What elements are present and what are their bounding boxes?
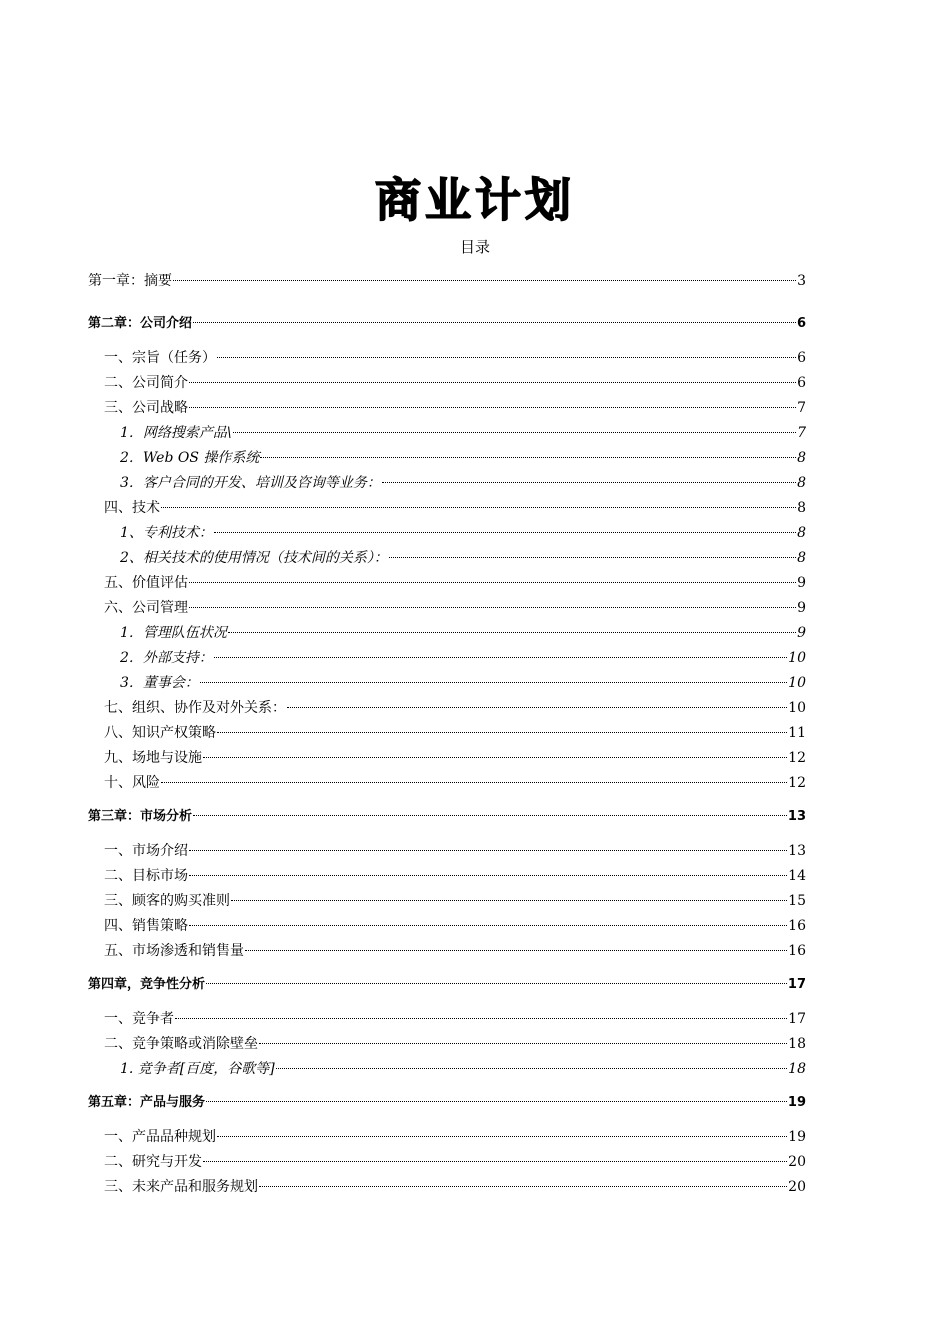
toc-entry-label: 一、竞争者: [104, 1011, 174, 1027]
toc-dot-leader: [189, 850, 787, 851]
toc-dot-leader: [193, 322, 796, 323]
toc-entry[interactable]: [88, 622, 806, 644]
toc-entry-label: 2、相关技术的使用情况（技术间的关系）：: [120, 550, 388, 566]
toc-entry-label: 五、价值评估: [104, 575, 188, 591]
toc-entry-label: 五、市场渗透和销售量: [104, 943, 244, 959]
toc-entry[interactable]: [88, 940, 806, 962]
toc-entry-label: 六、公司管理: [104, 600, 188, 616]
document-title: 商业计划: [375, 173, 575, 227]
toc-dot-leader: [173, 280, 796, 281]
toc-page-number: 10: [788, 700, 806, 716]
toc-dot-leader: [206, 983, 787, 984]
toc-entry[interactable]: [88, 313, 806, 335]
toc-dot-leader: [193, 815, 787, 816]
toc-dot-leader: [217, 1136, 787, 1137]
toc-page-number: 20: [788, 1179, 806, 1195]
toc-page-number: 12: [788, 750, 806, 766]
toc-entry[interactable]: [88, 1126, 806, 1148]
toc-dot-leader: [276, 1068, 787, 1069]
toc-page-number: 8: [797, 450, 806, 466]
toc-entry[interactable]: [88, 1058, 806, 1080]
toc-dot-leader: [203, 757, 787, 758]
toc-entry-label: 3．客户合同的开发、培训及咨询等业务：: [120, 475, 381, 491]
toc-page-number: 10: [788, 675, 806, 691]
toc-dot-leader: [231, 900, 787, 901]
toc-page-number: 6: [796, 316, 806, 331]
toc-page-number: 10: [788, 650, 806, 666]
toc-entry-label: 七、组织、协作及对外关系：: [104, 700, 286, 716]
toc-dot-leader: [214, 532, 796, 533]
toc-entry-label: 第四章，竞争性分析: [88, 977, 206, 992]
toc-page-number: 9: [797, 625, 806, 641]
toc-dot-leader: [206, 1101, 787, 1102]
toc-entry-label: 1. 竞争者[百度，谷歌等]: [120, 1061, 275, 1077]
toc-entry[interactable]: [88, 747, 806, 769]
toc-entry[interactable]: [88, 915, 806, 937]
toc-dot-leader: [217, 732, 787, 733]
toc-entry[interactable]: [88, 1176, 806, 1198]
toc-page-number: 17: [788, 1011, 806, 1027]
toc-page-number: 8: [797, 475, 806, 491]
toc-page-number: 12: [788, 775, 806, 791]
toc-page-number: 18: [788, 1061, 806, 1077]
toc-page-number: 13: [788, 843, 806, 859]
toc-page-number: 7: [797, 425, 806, 441]
toc-entry-label: 二、目标市场: [104, 868, 188, 884]
toc-page-number: 13: [787, 809, 806, 824]
toc-page-number: 11: [788, 725, 806, 741]
toc-page-number: 7: [797, 400, 806, 416]
toc-dot-leader: [175, 1018, 787, 1019]
toc-entry-label: 十、风险: [104, 775, 160, 791]
toc-dot-leader: [189, 607, 796, 608]
toc-entry-label: 二、公司简介: [104, 375, 188, 391]
toc-dot-leader: [214, 657, 787, 658]
toc-entry[interactable]: [88, 647, 806, 669]
toc-entry[interactable]: [88, 697, 806, 719]
toc-entry[interactable]: [88, 840, 806, 862]
toc-page-number: 8: [797, 500, 806, 516]
toc-dot-leader: [260, 457, 796, 458]
toc-page-number: 16: [788, 943, 806, 959]
toc-dot-leader: [228, 632, 796, 633]
toc-dot-leader: [189, 925, 787, 926]
toc-entry-label: 1．管理队伍状况: [120, 625, 227, 641]
toc-entry[interactable]: [88, 472, 806, 494]
toc-dot-leader: [161, 782, 787, 783]
toc-entry[interactable]: [88, 974, 806, 996]
toc-page-number: 6: [797, 375, 806, 391]
toc-dot-leader: [200, 682, 787, 683]
toc-dot-leader: [189, 875, 787, 876]
toc-entry[interactable]: [88, 372, 806, 394]
toc-entry[interactable]: [88, 890, 806, 912]
toc-entry[interactable]: [88, 772, 806, 794]
toc-dot-leader: [189, 582, 796, 583]
toc-entry[interactable]: [88, 1151, 806, 1173]
toc-entry-label: 第五章：产品与服务: [88, 1095, 206, 1110]
toc-dot-leader: [189, 407, 796, 408]
toc-entry[interactable]: [88, 447, 806, 469]
toc-page-number: 20: [788, 1154, 806, 1170]
toc-dot-leader: [233, 432, 796, 433]
toc-entry-label: 三、顾客的购买准则: [104, 893, 230, 909]
toc-entry[interactable]: [88, 597, 806, 619]
toc-dot-leader: [203, 1161, 787, 1162]
toc-entry[interactable]: [88, 270, 806, 292]
toc-dot-leader: [259, 1186, 787, 1187]
toc-entry[interactable]: [88, 722, 806, 744]
toc-entry-label: 3．董事会：: [120, 675, 199, 691]
toc-dot-leader: [189, 382, 796, 383]
toc-dot-leader: [389, 557, 796, 558]
toc-entry[interactable]: [88, 547, 806, 569]
toc-page-number: 16: [788, 918, 806, 934]
toc-entry-label: 第一章：摘要: [88, 273, 172, 289]
toc-entry-label: 1．网络搜索产品\: [120, 425, 232, 441]
toc-page-number: 6: [797, 350, 806, 366]
toc-entry[interactable]: [88, 497, 806, 519]
toc-entry[interactable]: [88, 1033, 806, 1055]
toc-page-number: 9: [797, 600, 806, 616]
toc-entry[interactable]: [88, 1092, 806, 1114]
toc-page-number: 14: [788, 868, 806, 884]
toc-entry-label: 二、研究与开发: [104, 1154, 202, 1170]
toc-entry[interactable]: [88, 522, 806, 544]
toc-entry-label: 一、市场介绍: [104, 843, 188, 859]
toc-page-number: 8: [797, 550, 806, 566]
toc-entry[interactable]: [88, 397, 806, 419]
toc-entry-label: 八、知识产权策略: [104, 725, 216, 741]
toc-entry[interactable]: [88, 347, 806, 369]
toc-entry-label: 一、宗旨（任务）: [104, 350, 216, 366]
toc-entry-label: 三、未来产品和服务规划: [104, 1179, 258, 1195]
toc-dot-leader: [382, 482, 796, 483]
toc-entry[interactable]: [88, 572, 806, 594]
toc-page-number: 19: [787, 1095, 806, 1110]
toc-entry[interactable]: [88, 865, 806, 887]
toc-entry-label: 2．Web OS 操作系统: [120, 450, 260, 466]
toc-entry-label: 第二章：公司介绍: [88, 316, 193, 331]
toc-entry-label: 二、竞争策略或消除壁垒: [104, 1036, 258, 1052]
toc-entry-label: 四、技术: [104, 500, 160, 516]
toc-entry-label: 2．外部支持：: [120, 650, 213, 666]
toc-entry[interactable]: [88, 672, 806, 694]
toc-entry-label: 1、专利技术：: [120, 525, 213, 541]
toc-page-number: 17: [787, 977, 806, 992]
toc-entry-label: 四、销售策略: [104, 918, 188, 934]
toc-entry-label: 九、场地与设施: [104, 750, 202, 766]
toc-entry[interactable]: [88, 1008, 806, 1030]
toc-entry-label: 第三章：市场分析: [88, 809, 193, 824]
toc-dot-leader: [287, 707, 787, 708]
toc-entry-label: 三、公司战略: [104, 400, 188, 416]
toc-dot-leader: [245, 950, 787, 951]
toc-page-number: 18: [788, 1036, 806, 1052]
toc-page-number: 19: [788, 1129, 806, 1145]
toc-entry-label: 一、产品品种规划: [104, 1129, 216, 1145]
toc-entry[interactable]: [88, 422, 806, 444]
toc-heading: 目录: [459, 238, 490, 256]
toc-page-number: 3: [797, 273, 806, 289]
toc-page-number: 9: [797, 575, 806, 591]
toc-dot-leader: [161, 507, 796, 508]
toc-dot-leader: [217, 357, 796, 358]
toc-page-number: 15: [788, 893, 806, 909]
toc-entry[interactable]: [88, 806, 806, 828]
toc-dot-leader: [259, 1043, 787, 1044]
toc-page-number: 8: [797, 525, 806, 541]
